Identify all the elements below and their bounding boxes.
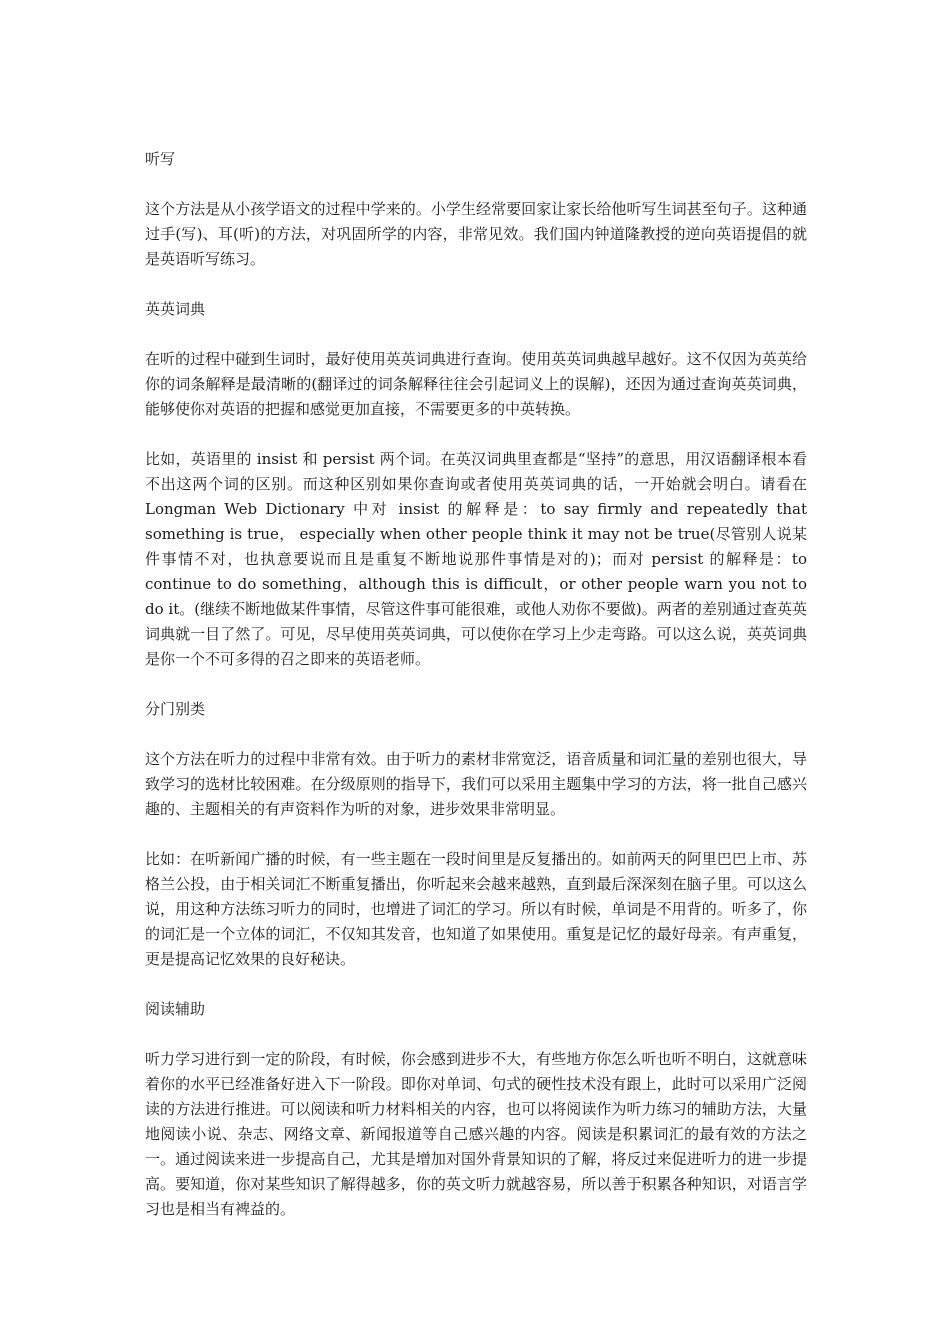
section-heading-reading-aid: 阅读辅助: [145, 1000, 206, 1018]
paragraph: 比如：在听新闻广播的时候，有一些主题在一段时间里是反复播出的。如前两天的阿里巴巴上市、苏格兰公投，由于相关词汇不断重复播出，你听起来会越来越熟，直到最后深深刻在脑子里。可以这么说，用这种方法练习听力的同时，也增进了词汇的学习。所以有时候，单词是不用背的。听多了，你的词汇是一个立体的词汇，不仅知其发音，也知道了如果使用。重复是记忆的最好母亲。有声重复，更是提高记忆效果的良好秘诀。: [145, 850, 807, 968]
section-heading-english-dictionary: 英英词典: [145, 300, 206, 318]
paragraph: 这个方法是从小孩学语文的过程中学来的。小学生经常要回家让家长给他听写生词甚至句子。这种通过手(写)、耳(听)的方法，对巩固所学的内容，非常见效。我们国内钟道隆教授的逆向英语提倡的就是英语听写练习。: [145, 200, 807, 268]
paragraph: 听力学习进行到一定的阶段，有时候，你会感到进步不大，有些地方你怎么听也听不明白，这就意味着你的水平已经准备好进入下一阶段。即你对单词、句式的硬性技术没有跟上，此时可以采用广泛阅读的方法进行推进。可以阅读和听力材料相关的内容，也可以将阅读作为听力练习的辅助方法，大量地阅读小说、杂志、网络文章、新闻报道等自己感兴趣的内容。阅读是积累词汇的最有效的方法之一。通过阅读来进一步提高自己，尤其是增加对国外背景知识的了解，将反过来促进听力的进一步提高。要知道，你对某些知识了解得越多，你的英文听力就越容易，所以善于积累各种知识，对语言学习也是相当有裨益的。: [145, 1050, 807, 1218]
paragraph: 这个方法在听力的过程中非常有效。由于听力的素材非常宽泛，语音质量和词汇量的差别也很大，导致学习的选材比较困难。在分级原则的指导下，我们可以采用主题集中学习的方法，将一批自己感兴趣的、主题相关的有声资料作为听的对象，进步效果非常明显。: [145, 750, 807, 818]
paragraph: 在听的过程中碰到生词时，最好使用英英词典进行查询。使用英英词典越早越好。这不仅因为英英给你的词条解释是最清晰的(翻译过的词条解释往往会引起词义上的误解)，还因为通过查询英英词典，能够使你对英语的把握和感觉更加直接，不需要更多的中英转换。: [145, 350, 807, 418]
section-heading-dictation: 听写: [145, 150, 176, 168]
section-heading-categorize: 分门别类: [145, 700, 206, 718]
document-body: [145, 147, 807, 1247]
paragraph: 比如，英语里的 insist 和 persist 两个词。在英汉词典里查都是“坚持”的意思，用汉语翻译根本看不出这两个词的区别。而这种区别如果你查询或者使用英英词典的话，一开始就会明白。请看在 Longman Web Dictionary 中对 insist 的解释是：to say firmly and repeatedly that something is true， especially when other people think it may not be true(尽管别人说某件事情不对，也执意要说而且是重复不断地说那件事情是对的)；而对 persist 的解释是：to continue to do something，although this is difficult，or other people warn you not to do it。(继续不断地做某件事情，尽管这件事可能很难，或他人劝你不要做)。两者的差别通过查英英词典就一目了然了。可见，尽早使用英英词典，可以使你在学习上少走弯路。可以这么说，英英词典是你一个不可多得的召之即来的英语老师。: [145, 450, 807, 668]
